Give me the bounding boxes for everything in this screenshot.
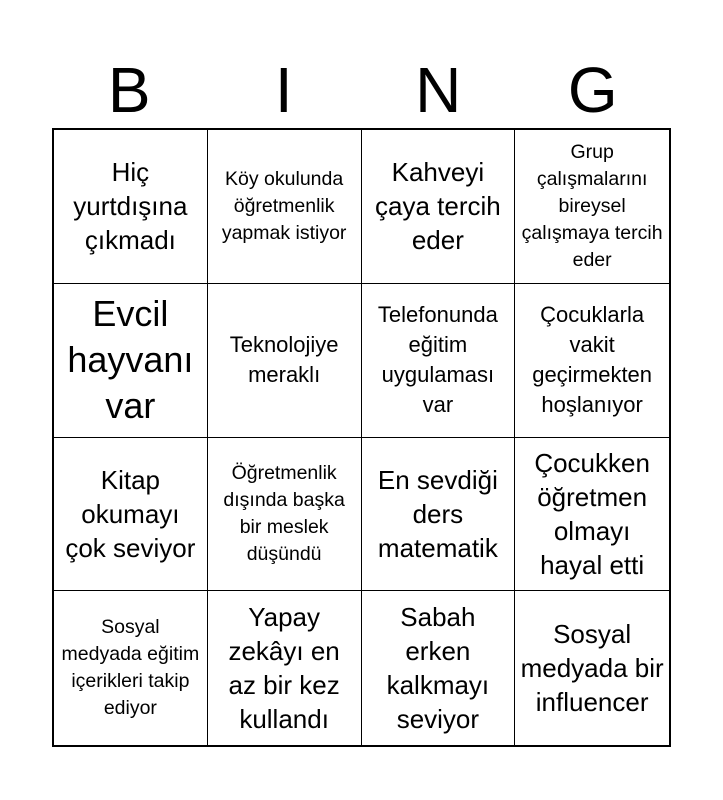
cell-text: Çocuklarla vakit geçirmekten hoşlanıyor bbox=[532, 302, 653, 418]
cell-text: Köy okulunda öğretmenlik yapmak istiyor bbox=[221, 167, 347, 244]
bingo-cell[interactable] bbox=[54, 284, 208, 438]
bingo-cell[interactable] bbox=[362, 130, 516, 284]
header-letter-n: N bbox=[415, 54, 462, 126]
bingo-cell[interactable] bbox=[208, 284, 362, 438]
bingo-cell[interactable] bbox=[515, 591, 669, 745]
header-letter-g: G bbox=[567, 54, 618, 126]
bingo-cell[interactable] bbox=[54, 438, 208, 592]
bingo-cell[interactable] bbox=[515, 438, 669, 592]
bingo-cell[interactable] bbox=[362, 591, 516, 745]
bingo-header bbox=[52, 52, 670, 128]
cell-text: Çocukken öğretmen olmayı hayal etti bbox=[534, 447, 650, 580]
cell-text: Hiç yurtdışına çıkmadı bbox=[73, 157, 188, 256]
cell-text: Grup çalışmalarını bireysel çalışmaya tercih eder bbox=[521, 140, 663, 271]
bingo-cell[interactable] bbox=[208, 438, 362, 592]
bingo-cell[interactable] bbox=[362, 284, 516, 438]
cell-text: En sevdiği ders matematik bbox=[377, 464, 498, 563]
bingo-cell[interactable] bbox=[362, 438, 516, 592]
cell-text: Yapay zekâyı en az bir kez kullandı bbox=[228, 602, 340, 735]
bingo-cell[interactable] bbox=[54, 130, 208, 284]
cell-text: Kahveyi çaya tercih eder bbox=[375, 157, 501, 256]
bingo-board bbox=[52, 128, 671, 747]
cell-text: Evcil hayvanı var bbox=[67, 293, 194, 427]
cell-text: Teknolojiye meraklı bbox=[229, 332, 339, 388]
cell-text: Sabah erken kalkmayı seviyor bbox=[386, 602, 490, 735]
bingo-cell[interactable] bbox=[208, 130, 362, 284]
cell-text: Kitap okumayı çok seviyor bbox=[65, 464, 196, 563]
cell-text: Sosyal medyada bir influencer bbox=[520, 619, 664, 718]
cell-text: Telefonunda eğitim uygulaması var bbox=[377, 302, 498, 418]
header-letter-b: B bbox=[107, 54, 151, 126]
bingo-cell[interactable] bbox=[515, 130, 669, 284]
bingo-cell[interactable] bbox=[208, 591, 362, 745]
bingo-cell[interactable] bbox=[54, 591, 208, 745]
cell-text: Sosyal medyada eğitim içerikleri takip ediyor bbox=[61, 616, 200, 720]
header-letter-i: I bbox=[274, 54, 293, 126]
bingo-cell[interactable] bbox=[515, 284, 669, 438]
cell-text: Öğretmenlik dışında başka bir meslek düşündü bbox=[223, 461, 345, 565]
